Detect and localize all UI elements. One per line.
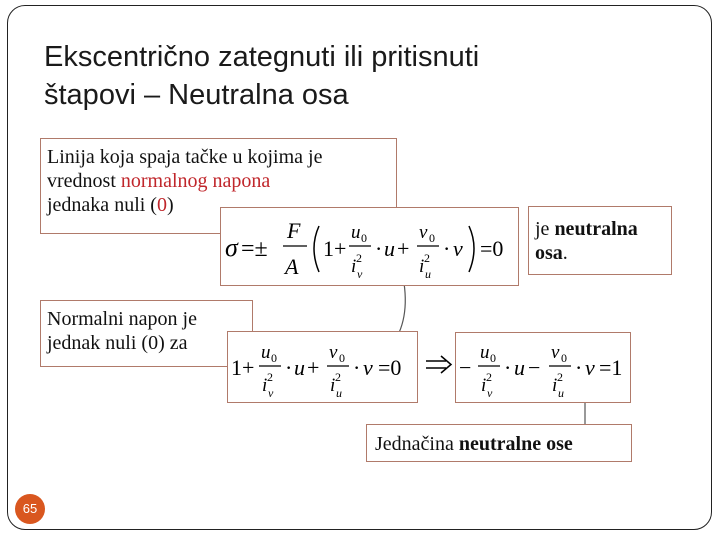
svg-text:i: i <box>419 256 425 277</box>
svg-text:u: u <box>425 267 431 281</box>
svg-text:=0: =0 <box>378 355 402 380</box>
svg-text:i: i <box>351 256 357 277</box>
svg-text:·: · <box>375 236 383 261</box>
svg-text:0: 0 <box>339 351 345 365</box>
svg-text:2: 2 <box>486 370 492 384</box>
svg-text:v: v <box>419 222 428 243</box>
svg-text:u: u <box>261 342 271 363</box>
svg-text:v: v <box>487 386 493 400</box>
svg-text:u: u <box>294 355 305 380</box>
equation-label-box: Jednačina neutralne ose <box>366 424 632 462</box>
slide-number-badge: 65 <box>15 494 45 524</box>
svg-text:2: 2 <box>557 370 563 384</box>
svg-text:F: F <box>287 218 301 243</box>
svg-text:v: v <box>551 342 560 363</box>
svg-text:=1: =1 <box>599 355 623 380</box>
svg-text:·: · <box>285 355 293 380</box>
condition-line-2: jednak nuli (0) za <box>47 332 188 354</box>
svg-text:0: 0 <box>361 231 367 245</box>
definition-line-3: jednaka nuli (0) <box>47 194 174 216</box>
neutral-axis-equation <box>455 332 631 403</box>
svg-text:·: · <box>443 236 451 261</box>
svg-text:−: − <box>459 355 472 380</box>
svg-text:u: u <box>351 222 361 243</box>
svg-text:2: 2 <box>267 370 273 384</box>
svg-text:2: 2 <box>424 251 430 265</box>
svg-text:A: A <box>285 254 299 279</box>
svg-text:i: i <box>262 375 268 396</box>
svg-text:v: v <box>585 355 595 380</box>
svg-text:v: v <box>363 355 373 380</box>
neutral-axis-box: je neutralna osa. <box>528 206 672 275</box>
svg-text:v: v <box>268 386 274 400</box>
svg-text:+: + <box>397 236 410 261</box>
implies-arrow-icon <box>424 355 454 375</box>
svg-text:i: i <box>330 375 336 396</box>
svg-text:0: 0 <box>561 351 567 365</box>
svg-text:u: u <box>384 236 395 261</box>
svg-text:v: v <box>357 267 363 281</box>
svg-text:0: 0 <box>490 351 496 365</box>
svg-text:=0: =0 <box>480 236 504 261</box>
svg-text:=±: =± <box>241 236 268 262</box>
svg-text:i: i <box>481 375 487 396</box>
svg-text:−: − <box>528 355 541 380</box>
svg-text:·: · <box>575 355 583 380</box>
definition-line-2: vrednost normalnog napona <box>47 170 271 192</box>
stress-equation <box>220 207 519 286</box>
svg-text:2: 2 <box>356 251 362 265</box>
title-line-1: Ekscentrično zategnuti ili pritisnuti <box>44 41 480 73</box>
definition-line-1: Linija koja spaja tačke u kojima je <box>47 146 323 168</box>
svg-text:1+: 1+ <box>231 355 255 380</box>
svg-text:u: u <box>514 355 525 380</box>
svg-text:·: · <box>504 355 512 380</box>
svg-text:u: u <box>336 386 342 400</box>
svg-text:v: v <box>329 342 338 363</box>
condition-line-1: Normalni napon je <box>47 308 197 330</box>
svg-text:σ: σ <box>225 233 238 262</box>
svg-text:2: 2 <box>335 370 341 384</box>
zero-condition-equation <box>227 331 418 403</box>
svg-text:u: u <box>480 342 490 363</box>
svg-text:v: v <box>453 236 463 261</box>
svg-text:·: · <box>353 355 361 380</box>
svg-text:u: u <box>558 386 564 400</box>
svg-text:0: 0 <box>271 351 277 365</box>
svg-text:0: 0 <box>429 231 435 245</box>
svg-text:i: i <box>552 375 558 396</box>
title-line-2: štapovi – Neutralna osa <box>44 79 349 111</box>
condition-box <box>40 300 253 367</box>
svg-text:1+: 1+ <box>323 236 347 261</box>
svg-text:+: + <box>307 355 320 380</box>
